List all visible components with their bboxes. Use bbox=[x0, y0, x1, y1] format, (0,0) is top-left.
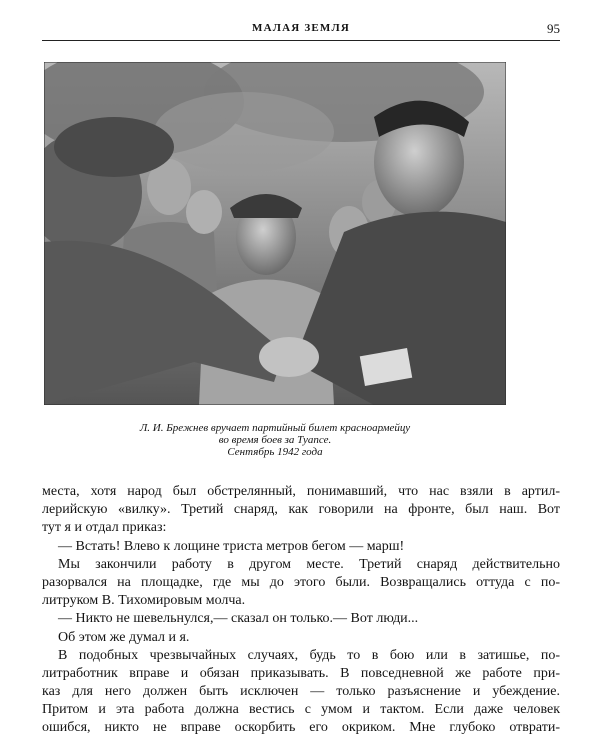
text-line: — Никто не шевельнулся,— сказал он только.— Вот люди... bbox=[58, 611, 419, 627]
text-line: В подобных чрезвычайных случаях, будь то в бою или в затишье, по- bbox=[58, 647, 560, 663]
page-header bbox=[42, 22, 560, 40]
handshake-photo bbox=[44, 62, 506, 405]
header-rule bbox=[42, 40, 560, 41]
body-text bbox=[42, 483, 560, 738]
text-line: места, хотя народ был обстрелянный, понимавший, что нас взяли в артил- bbox=[42, 484, 560, 499]
photo-caption bbox=[60, 422, 490, 458]
text-line: Мы закончили работу в другом месте. Третий снаряд действительно bbox=[58, 556, 560, 572]
text-line: — Встать! Влево к лощине триста метров бегом — марш! bbox=[58, 538, 405, 554]
caption-line: Сентябрь 1942 года bbox=[227, 446, 323, 458]
text-line: каз для него должен быть исключен — только разъяснение и убеждение. bbox=[42, 684, 560, 700]
page-number: 95 bbox=[547, 21, 560, 36]
running-title: МАЛАЯ ЗЕМЛЯ bbox=[251, 22, 351, 34]
text-line: разорвался на площадке, где мы до этого были. Возвращались оттуда с по- bbox=[42, 574, 560, 590]
caption-line: Л. И. Брежнев вручает партийный билет красноармейцу bbox=[139, 422, 411, 434]
text-line: тут я и отдал приказ: bbox=[42, 520, 167, 536]
photo-illustration bbox=[44, 62, 506, 405]
text-line: Об этом же думал и я. bbox=[58, 629, 190, 645]
text-line: Притом и эта работа должна вестись с умом и тактом. Если даже человек bbox=[42, 702, 560, 718]
text-line: литработник вправе и обязан приказывать. В повседневной же работе при- bbox=[42, 665, 560, 681]
text-line: ошибся, никто не вправе оскорбить его окриком. Мне глубоко отврати- bbox=[42, 720, 560, 736]
caption-line: во время боев за Туапсе. bbox=[218, 434, 332, 446]
text-line: литруком В. Тихомировым молча. bbox=[42, 593, 246, 609]
text-line: лерийскую «вилку». Третий снаряд, как говорили на фронте, был наш. Вот bbox=[42, 502, 560, 518]
